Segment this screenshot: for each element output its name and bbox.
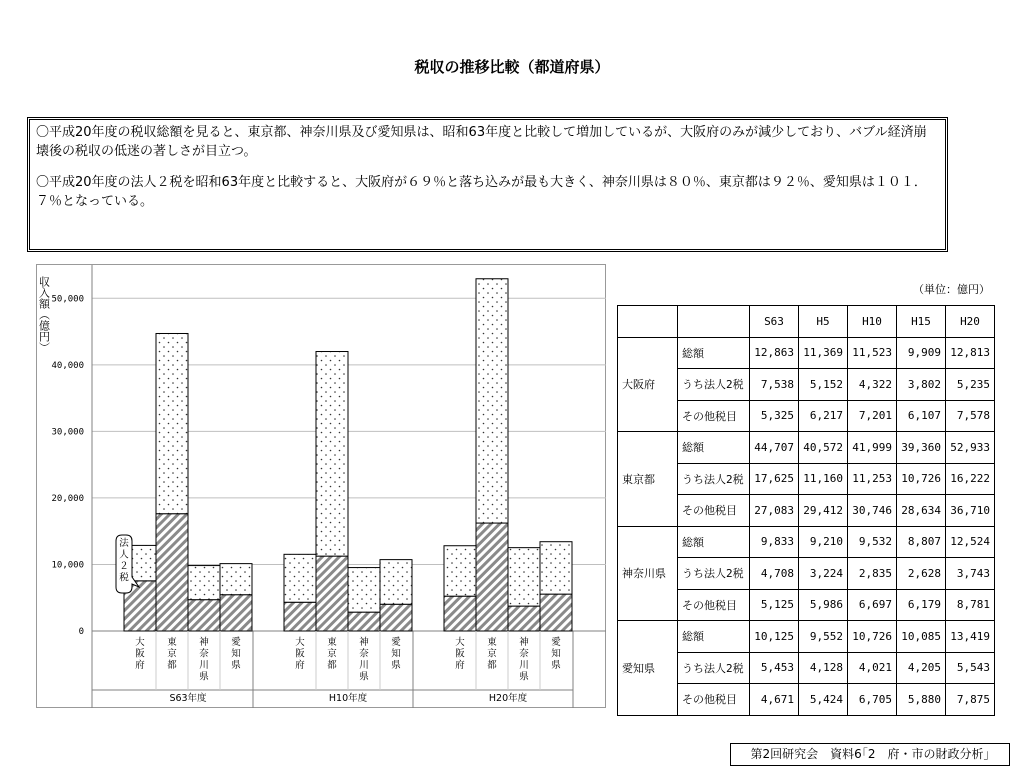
row-label: その他税目 xyxy=(678,495,750,527)
category-label-char: 神 xyxy=(519,637,529,648)
value-cell: 8,807 xyxy=(897,526,946,558)
table-header-row xyxy=(618,306,995,338)
value-cell: 10,125 xyxy=(750,621,799,653)
category-label-char: 奈 xyxy=(519,648,529,660)
y-tick-label: 0 xyxy=(78,627,84,637)
row-label: その他税目 xyxy=(678,684,750,716)
category-label-char: 愛 xyxy=(391,637,401,648)
category-label-char: 県 xyxy=(551,660,561,671)
row-label: うち法人2税 xyxy=(678,652,750,684)
tax-revenue-chart xyxy=(36,264,606,708)
table-header-blank xyxy=(618,306,678,338)
bar-other xyxy=(284,554,316,602)
group-label: H20年度 xyxy=(488,693,528,704)
callout-char: 税 xyxy=(119,572,129,584)
category-label-char: 阪 xyxy=(295,648,305,660)
bar-other xyxy=(444,546,476,596)
category-label-char: 大 xyxy=(455,637,465,648)
category-label-char: 府 xyxy=(455,660,465,671)
value-cell: 9,210 xyxy=(799,526,848,558)
prefecture-name: 東京都 xyxy=(618,432,678,527)
value-cell: 3,743 xyxy=(946,558,995,590)
value-cell: 36,710 xyxy=(946,495,995,527)
value-cell: 28,634 xyxy=(897,495,946,527)
bar-corp xyxy=(316,556,348,631)
value-cell: 4,128 xyxy=(799,652,848,684)
category-label-char: 阪 xyxy=(135,648,145,660)
value-cell: 5,453 xyxy=(750,652,799,684)
row-label: 総額 xyxy=(678,526,750,558)
tax-revenue-table xyxy=(617,305,995,716)
value-cell: 2,628 xyxy=(897,558,946,590)
bar-corp xyxy=(476,523,508,631)
value-cell: 4,708 xyxy=(750,558,799,590)
value-cell: 5,543 xyxy=(946,652,995,684)
category-label-char: 知 xyxy=(551,648,561,660)
table-header-cell: H20 xyxy=(946,306,995,338)
bar-other xyxy=(156,333,188,513)
y-tick-label: 20,000 xyxy=(51,493,84,504)
value-cell: 9,833 xyxy=(750,526,799,558)
group-label: H10年度 xyxy=(328,693,368,704)
group-label: S63年度 xyxy=(169,693,207,704)
value-cell: 9,552 xyxy=(799,621,848,653)
value-cell: 4,205 xyxy=(897,652,946,684)
category-label-char: 川 xyxy=(519,660,529,671)
category-label-char: 大 xyxy=(295,637,305,648)
table-header-cell: H5 xyxy=(799,306,848,338)
page-title: 税収の推移比較（都道府県） xyxy=(414,58,610,76)
bar-other xyxy=(220,564,252,595)
value-cell: 12,813 xyxy=(946,337,995,369)
y-tick-label: 50,000 xyxy=(51,294,84,305)
category-label-char: 京 xyxy=(167,648,177,660)
value-cell: 11,160 xyxy=(799,463,848,495)
category-label-char: 知 xyxy=(391,648,401,660)
value-cell: 9,909 xyxy=(897,337,946,369)
value-cell: 11,253 xyxy=(848,463,897,495)
y-tick-label: 10,000 xyxy=(51,560,84,571)
value-cell: 4,021 xyxy=(848,652,897,684)
value-cell: 6,107 xyxy=(897,400,946,432)
value-cell: 11,369 xyxy=(799,337,848,369)
row-label: うち法人2税 xyxy=(678,558,750,590)
category-label-char: 愛 xyxy=(551,637,561,648)
row-label: その他税目 xyxy=(678,589,750,621)
table-row xyxy=(618,432,995,464)
category-label-char: 奈 xyxy=(359,648,369,660)
category-label-char: 大 xyxy=(135,637,145,648)
footer-label: 第2回研究会 資料6｢2 府・市の財政分析｣ xyxy=(730,743,1010,766)
value-cell: 5,125 xyxy=(750,589,799,621)
value-cell: 5,424 xyxy=(799,684,848,716)
y-tick-label: 40,000 xyxy=(51,360,84,371)
table-header-blank xyxy=(678,306,750,338)
value-cell: 52,933 xyxy=(946,432,995,464)
category-label-char: 東 xyxy=(327,637,337,648)
prefecture-name: 大阪府 xyxy=(618,337,678,432)
table-header-cell: S63 xyxy=(750,306,799,338)
callout-char: 法 xyxy=(119,538,129,549)
value-cell: 29,412 xyxy=(799,495,848,527)
category-label-char: 都 xyxy=(167,660,177,671)
value-cell: 4,671 xyxy=(750,684,799,716)
category-label-char: 川 xyxy=(199,660,209,671)
table-header-cell: H15 xyxy=(897,306,946,338)
category-label-char: 県 xyxy=(199,671,209,683)
category-label-char: 府 xyxy=(135,660,145,671)
category-label-char: 県 xyxy=(519,671,529,683)
value-cell: 5,235 xyxy=(946,369,995,401)
y-axis-label: 収入額（億円） xyxy=(37,276,51,353)
category-label-char: 府 xyxy=(295,660,305,671)
category-label-char: 阪 xyxy=(455,648,465,660)
note-1: 〇平成20年度の税収総額を見ると、東京都、神奈川県及び愛知県は、昭和63年度と比較して増加しているが、大阪府のみが減少しており、バブル経済崩壊後の税収の低迷の著しさが目立つ。 xyxy=(36,125,927,159)
bar-corp xyxy=(508,606,540,631)
category-label-char: 東 xyxy=(487,637,497,648)
bar-other xyxy=(508,548,540,606)
value-cell: 12,524 xyxy=(946,526,995,558)
value-cell: 17,625 xyxy=(750,463,799,495)
bar-other xyxy=(348,568,380,613)
prefecture-name: 愛知県 xyxy=(618,621,678,716)
category-label-char: 京 xyxy=(327,648,337,660)
row-label: うち法人2税 xyxy=(678,369,750,401)
bar-corp xyxy=(444,596,476,631)
y-tick-label: 30,000 xyxy=(51,427,84,438)
value-cell: 10,726 xyxy=(848,621,897,653)
value-cell: 40,572 xyxy=(799,432,848,464)
bar-corp xyxy=(348,612,380,631)
value-cell: 6,179 xyxy=(897,589,946,621)
value-cell: 6,217 xyxy=(799,400,848,432)
value-cell: 6,697 xyxy=(848,589,897,621)
value-cell: 5,152 xyxy=(799,369,848,401)
value-cell: 11,523 xyxy=(848,337,897,369)
row-label: 総額 xyxy=(678,337,750,369)
category-label-char: 都 xyxy=(487,660,497,671)
callout-char: 人 xyxy=(119,549,129,561)
category-label-char: 東 xyxy=(167,637,177,648)
bar-other xyxy=(380,560,412,605)
row-label: 総額 xyxy=(678,432,750,464)
category-label-char: 県 xyxy=(391,660,401,671)
value-cell: 10,726 xyxy=(897,463,946,495)
table-row xyxy=(618,621,995,653)
value-cell: 27,083 xyxy=(750,495,799,527)
callout-char: ２ xyxy=(119,561,129,572)
value-cell: 7,875 xyxy=(946,684,995,716)
category-label-char: 都 xyxy=(327,660,337,671)
bar-corp xyxy=(220,595,252,631)
category-label-char: 愛 xyxy=(231,637,241,648)
bar-other xyxy=(188,566,220,600)
bar-corp xyxy=(540,594,572,631)
value-cell: 30,746 xyxy=(848,495,897,527)
value-cell: 4,322 xyxy=(848,369,897,401)
category-label-char: 知 xyxy=(231,648,241,660)
bar-corp xyxy=(284,602,316,631)
value-cell: 5,986 xyxy=(799,589,848,621)
category-label-char: 京 xyxy=(487,648,497,660)
value-cell: 44,707 xyxy=(750,432,799,464)
value-cell: 12,863 xyxy=(750,337,799,369)
table-header-cell: H10 xyxy=(848,306,897,338)
value-cell: 9,532 xyxy=(848,526,897,558)
value-cell: 3,224 xyxy=(799,558,848,590)
category-label-char: 神 xyxy=(199,637,209,648)
row-label: その他税目 xyxy=(678,400,750,432)
category-label-char: 奈 xyxy=(199,648,209,660)
value-cell: 13,419 xyxy=(946,621,995,653)
unit-label: （単位：億円） xyxy=(913,283,990,296)
table-row xyxy=(618,337,995,369)
value-cell: 39,360 xyxy=(897,432,946,464)
value-cell: 5,880 xyxy=(897,684,946,716)
value-cell: 8,781 xyxy=(946,589,995,621)
bar-other xyxy=(540,542,572,594)
value-cell: 3,802 xyxy=(897,369,946,401)
bar-other xyxy=(316,352,348,557)
value-cell: 2,835 xyxy=(848,558,897,590)
row-label: 総額 xyxy=(678,621,750,653)
value-cell: 16,222 xyxy=(946,463,995,495)
value-cell: 10,085 xyxy=(897,621,946,653)
value-cell: 5,325 xyxy=(750,400,799,432)
value-cell: 7,538 xyxy=(750,369,799,401)
prefecture-name: 神奈川県 xyxy=(618,526,678,621)
value-cell: 41,999 xyxy=(848,432,897,464)
value-cell: 7,578 xyxy=(946,400,995,432)
row-label: うち法人2税 xyxy=(678,463,750,495)
summary-notes xyxy=(27,117,948,252)
value-cell: 6,705 xyxy=(848,684,897,716)
bar-corp xyxy=(188,600,220,631)
value-cell: 7,201 xyxy=(848,400,897,432)
bar-other xyxy=(476,279,508,523)
note-2: 〇平成20年度の法人２税を昭和63年度と比較すると、大阪府が６９％と落ち込みが最も大きく、神奈川県は８０％、東京都は９２％、愛知県は１０１．７％となっている。 xyxy=(36,175,927,209)
category-label-char: 神 xyxy=(359,637,369,648)
category-label-char: 川 xyxy=(359,660,369,671)
bar-corp xyxy=(380,604,412,631)
bar-corp xyxy=(156,514,188,631)
table-row xyxy=(618,526,995,558)
category-label-char: 県 xyxy=(359,671,369,683)
category-label-char: 県 xyxy=(231,660,241,671)
